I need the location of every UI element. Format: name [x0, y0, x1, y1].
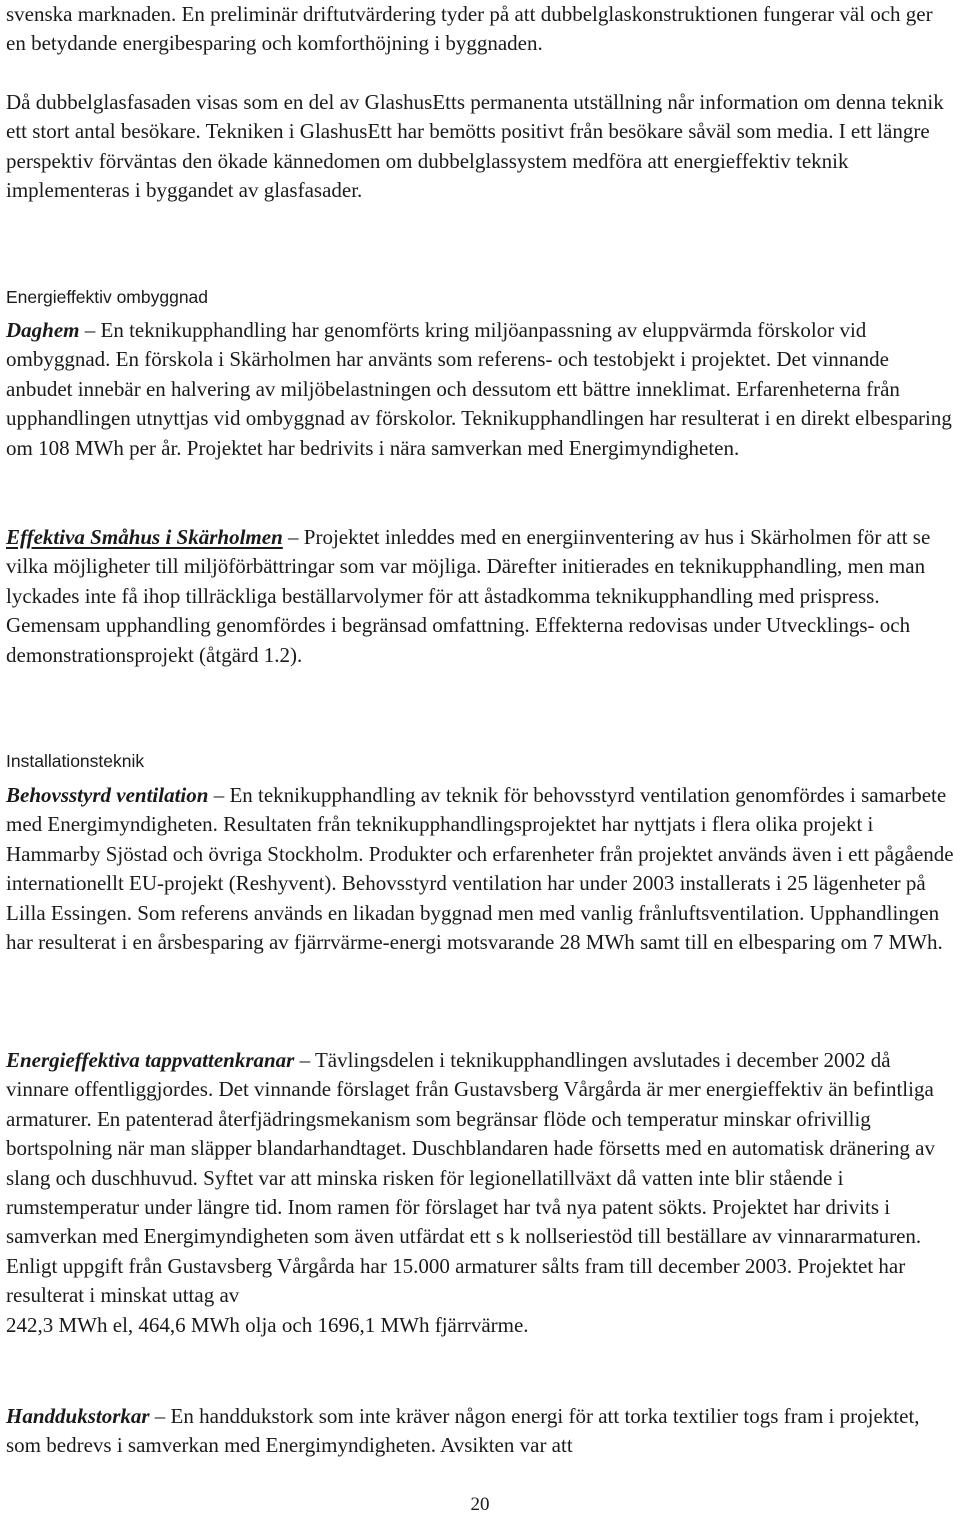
body-tappvattenkranar: Tävlingsdelen i teknikupphandlingen avslutades i december 2002 då vinnare offentliggjordes. Det vinnande förslaget från Gustavsberg Vårgårda är mer energieffektiv än befintliga armaturer. En patenterad återfjädringsmekanism som begränsar flöde och temperatur minskar ofrivillig bortspolning när man släpper blandarhandtaget. Duschblandaren hade försetts med en automatisk dränering av slang och duschhuvud. Syftet var att minska risken för legionellatillväxt då vatten inte blir stående i rumstemperatur under längre tid. Inom ramen för förslaget har två nya patent sökts. Projektet har drivits i samverkan med Energimyndigheten som även utfärdat ett s k nollseriestöd till beställare av vinnararmaturen. Enligt uppgift från Gustavsberg Vårgårda har 15.000 armaturer sålts fram till december 2003. Projektet har resulterat i minskat uttag av	[6, 1048, 935, 1308]
body-handdukstorkar: En handdukstork som inte kräver någon energi för att torka textilier togs fram i projektet, som bedrevs i samverkan med Energimyndigheten. Avsikten var att	[6, 1404, 920, 1458]
section-heading-installationsteknik: Installationsteknik	[6, 751, 145, 771]
section-heading-energieffektiv-ombyggnad: Energieffektiv ombyggnad	[6, 287, 209, 307]
body-tappvattenkranar-figures: 242,3 MWh el, 464,6 MWh olja och 1696,1 MWh fjärrvärme.	[6, 1312, 529, 1337]
dash: –	[208, 783, 230, 807]
page-number: 20	[470, 1494, 490, 1515]
intro-paragraph-2: Då dubbelglasfasaden visas som en del av GlashusEtts permanenta utställning når information om denna teknik ett stort antal besökare. Tekniken i GlashusEtt har bemötts positivt från besökare såväl som media. I ett längre perspektiv förväntas den ökade kännedomen om dubbelglassystem medföra att energieffektiv teknik implementeras i byggandet av glasfasader.	[6, 90, 944, 203]
lead-tappvattenkranar: Energieffektiva tappvattenkranar	[6, 1048, 295, 1072]
paragraph-behovsstyrd-ventilation	[6, 781, 956, 957]
dash: –	[79, 318, 101, 342]
body-effektiva-smahus: Projektet inleddes med en energiinventering av hus i Skärholmen för att se vilka möjligheter till miljöförbättringar som var möjliga. Därefter initierades en teknikupphandling, men man lyckades inte få ihop tillräckliga beställarvolymer för att åstadkomma teknikupphandling med prispress. Gemensam upphandling genomfördes i begränsad omfattning. Effekterna redovisas under Utvecklings- och demonstrationsprojekt (åtgärd 1.2).	[6, 525, 931, 667]
dash: –	[282, 525, 304, 549]
body-behovsstyrd-ventilation: En teknikupphandling av teknik för behovsstyrd ventilation genomfördes i samarbete med Energimyndigheten. Resultaten från teknikupphandlingsprojektet har nyttjats i flera olika projekt i Hammarby Sjöstad och övriga Stockholm. Produkter och erfarenheter från projektet används även i ett pågående internationellt EU-projekt (Reshyvent). Behovsstyrd ventilation har under 2003 installerats i 25 lägenheter på Lilla Essingen. Som referens används en likadan byggnad men med vanlig frånluftsventilation. Upphandlingen har resulterat i en årsbesparing av fjärrvärme-energi motsvarande 28 MWh samt till en elbesparing om 7 MWh.	[6, 783, 954, 955]
intro-paragraph-1: svenska marknaden. En preliminär driftutvärdering tyder på att dubbelglaskonstruktionen fungerar väl och ger en betydande energibesparing och komforthöjning i byggnaden.	[6, 2, 933, 56]
paragraph-tappvattenkranar	[6, 1046, 956, 1340]
paragraph-effektiva-smahus	[6, 523, 956, 670]
dash: –	[149, 1404, 171, 1428]
body-daghem: En teknikupphandling har genomförts kring miljöanpassning av eluppvärmda förskolor vid ombyggnad. En förskola i Skärholmen har använts som referens- och testobjekt i projektet. Det vinnande anbudet innebär en halvering av miljöbelastningen och dessutom ett bättre inneklimat. Erfarenheterna från upphandlingen utnyttjas vid ombyggnad av förskolor. Teknikupphandlingen har resulterat i en direkt elbesparing om 108 MWh per år. Projektet har bedrivits i nära samverkan med Energimyndigheten.	[6, 318, 952, 460]
paragraph-daghem	[6, 316, 956, 463]
lead-handdukstorkar: Handdukstorkar	[6, 1404, 150, 1428]
lead-effektiva-smahus: Effektiva Småhus i Skärholmen	[6, 525, 283, 549]
lead-daghem: Daghem	[6, 318, 80, 342]
paragraph-handdukstorkar	[6, 1402, 956, 1461]
lead-behovsstyrd-ventilation: Behovsstyrd ventilation	[6, 783, 209, 807]
dash: –	[294, 1048, 315, 1072]
